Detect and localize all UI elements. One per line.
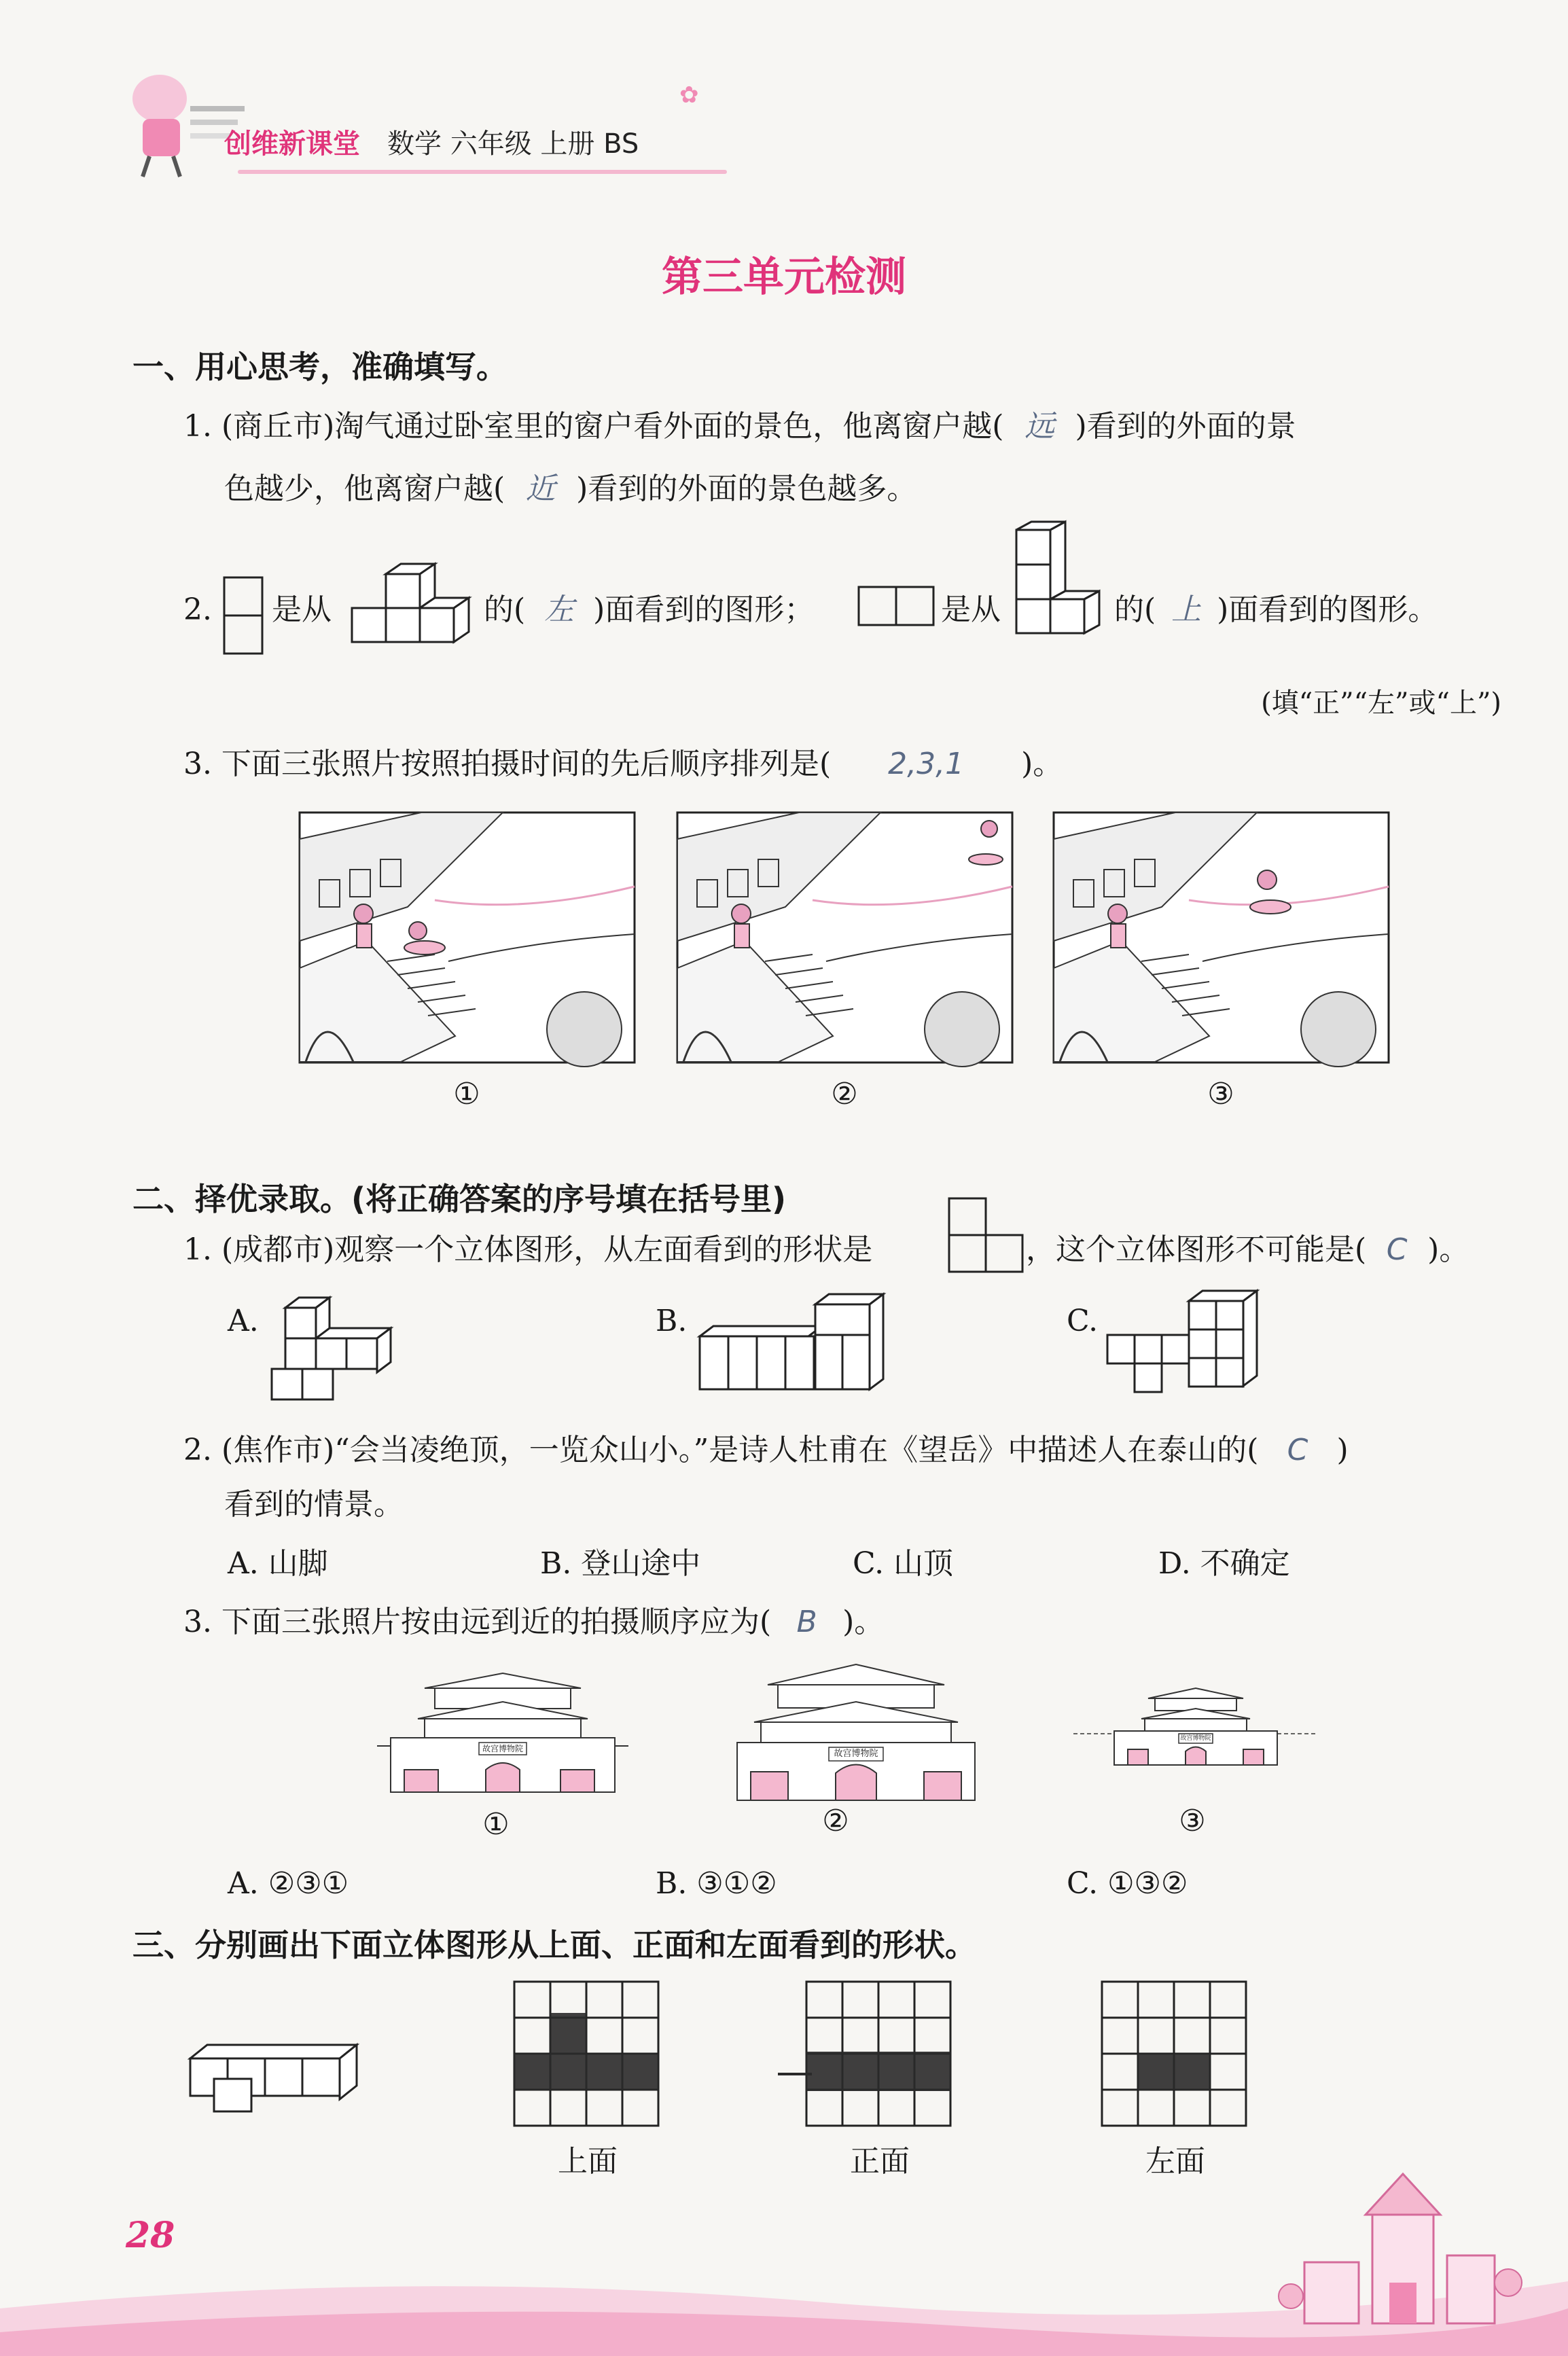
s1-q2-part-a: 是从 bbox=[272, 592, 332, 627]
q2-solid-figure-2 bbox=[1011, 530, 1126, 666]
scene-photo-1 bbox=[299, 812, 635, 1063]
s1-q2-num: 2. bbox=[183, 592, 212, 627]
s2-q1-option-b[interactable]: B. bbox=[656, 1304, 688, 1338]
gate-sign-2: 故宫博物院 bbox=[834, 1749, 878, 1759]
s2-q2-answer[interactable]: C bbox=[1287, 1433, 1308, 1467]
grid-label-top: 上面 bbox=[558, 2144, 618, 2179]
s1-q2-part-d: 是从 bbox=[941, 592, 1001, 627]
q2-view-shape-1 bbox=[223, 576, 264, 658]
s2-q3-line: 3. 下面三张照片按由远到近的拍摄顺序应为( B )。 bbox=[183, 1602, 884, 1643]
s1-q2-hint: (填“正”“左”或“上”) bbox=[1261, 688, 1501, 719]
s2-q1-tail: ，这个立体图形不可能是( C )。 bbox=[1026, 1230, 1469, 1270]
flower-icon: ✿ bbox=[679, 82, 699, 109]
s2-q2-option-b[interactable]: B. 登山途中 bbox=[540, 1546, 701, 1581]
grid-label-left: 左面 bbox=[1145, 2144, 1205, 2179]
s1-q3-label-2: ② bbox=[831, 1077, 858, 1111]
s1-q2-answer1[interactable]: 左 bbox=[544, 592, 575, 627]
s2-q3-option-a[interactable]: A. ②③① bbox=[228, 1866, 349, 1901]
s1-q3-label-3: ③ bbox=[1207, 1077, 1234, 1111]
s1-q1-line1: 1. (商丘市)淘气通过卧室里的窗户看外面的景色，他离窗户越( 远 )看到的外面的景 bbox=[183, 406, 1296, 447]
gate-photo-3 bbox=[1073, 1685, 1318, 1766]
gate-photo-2 bbox=[734, 1658, 978, 1800]
s2-q3-label-1: ① bbox=[482, 1807, 510, 1842]
s1-q2-answer2[interactable]: 上 bbox=[1171, 592, 1202, 627]
page-title: 第三单元检测 bbox=[662, 253, 906, 301]
s1-q3-line: 3. 下面三张照片按照拍摄时间的先后顺序排列是( 2,3,1 )。 bbox=[183, 744, 1063, 785]
castle-icon bbox=[1264, 2160, 1549, 2337]
s1-q2-part-b: 的( 左 )面看到的图形； bbox=[484, 590, 814, 630]
s2-q1-text-a: 1. (成都市)观察一个立体图形，从左面看到的形状是 bbox=[183, 1232, 873, 1267]
gate-sign-1: 故宫博物院 bbox=[482, 1744, 523, 1753]
q2-solid-figure-1 bbox=[346, 564, 482, 662]
header bbox=[102, 68, 713, 183]
s1-q2-part-e: 的( 上 )面看到的图形。 bbox=[1114, 590, 1438, 630]
s3-solid-figure bbox=[183, 2031, 374, 2133]
section3-heading: 三、分别画出下面立体图形从上面、正面和左面看到的形状。 bbox=[132, 1927, 976, 1963]
s1-q1-answer2[interactable]: 近 bbox=[525, 471, 556, 506]
s2-q2-option-d[interactable]: D. 不确定 bbox=[1158, 1546, 1290, 1581]
s2-q3-label-3: ③ bbox=[1179, 1804, 1206, 1838]
q2-view-shape-2 bbox=[857, 586, 936, 628]
scene-photo-3 bbox=[1053, 812, 1389, 1063]
s2-q1-answer[interactable]: C bbox=[1386, 1232, 1408, 1267]
s2-q2-option-a[interactable]: A. 山脚 bbox=[228, 1546, 328, 1581]
s2-q1-left-view-shape bbox=[948, 1197, 1024, 1279]
s1-q1-line2: 色越少，他离窗户越( 近 )看到的外面的景色越多。 bbox=[224, 469, 916, 510]
scene-photo-2 bbox=[677, 812, 1013, 1063]
s2-q1-option-c[interactable]: C. bbox=[1067, 1304, 1099, 1338]
grid-top-view[interactable] bbox=[513, 1980, 662, 2130]
section1-heading: 一、用心思考，准确填写。 bbox=[132, 349, 507, 385]
section2-heading: 二、择优录取。(将正确答案的序号填在括号里) bbox=[132, 1181, 787, 1217]
s2-q3-label-2: ② bbox=[822, 1804, 849, 1838]
s2-q2-line2: 看到的情景。 bbox=[224, 1487, 404, 1522]
gate-photo-1 bbox=[377, 1668, 628, 1793]
s1-q3-answer[interactable]: 2,3,1 bbox=[888, 747, 965, 781]
s2-q1-figure-a bbox=[272, 1294, 394, 1410]
gate-sign-3: 故宫博物院 bbox=[1180, 1735, 1211, 1742]
s2-q3-option-c[interactable]: C. ①③② bbox=[1067, 1866, 1188, 1901]
grid-front-view[interactable] bbox=[805, 1980, 955, 2130]
s2-q3-answer[interactable]: B bbox=[796, 1605, 817, 1639]
header-brand: 创维新课堂 bbox=[224, 128, 360, 160]
s2-q1-figure-c bbox=[1107, 1291, 1284, 1406]
s2-q3-option-b[interactable]: B. ③①② bbox=[656, 1866, 777, 1901]
s2-q1-option-a[interactable]: A. bbox=[228, 1304, 259, 1338]
grid-label-front: 正面 bbox=[850, 2144, 910, 2179]
s2-q2-line1: 2. (焦作市)“会当凌绝顶，一览众山小。”是诗人杜甫在《望岳》中描述人在泰山的( C ) bbox=[183, 1430, 1349, 1471]
page-number: 28 bbox=[126, 2215, 175, 2256]
header-info: 数学 六年级 上册 BS bbox=[387, 128, 639, 160]
grid-left-view[interactable] bbox=[1101, 1980, 1250, 2130]
header-underline bbox=[238, 170, 727, 174]
s2-q1-figure-b bbox=[700, 1298, 883, 1406]
s1-q1-answer1[interactable]: 远 bbox=[1024, 409, 1054, 444]
s2-q2-option-c[interactable]: C. 山顶 bbox=[853, 1546, 954, 1581]
s1-q3-label-1: ① bbox=[453, 1077, 480, 1111]
